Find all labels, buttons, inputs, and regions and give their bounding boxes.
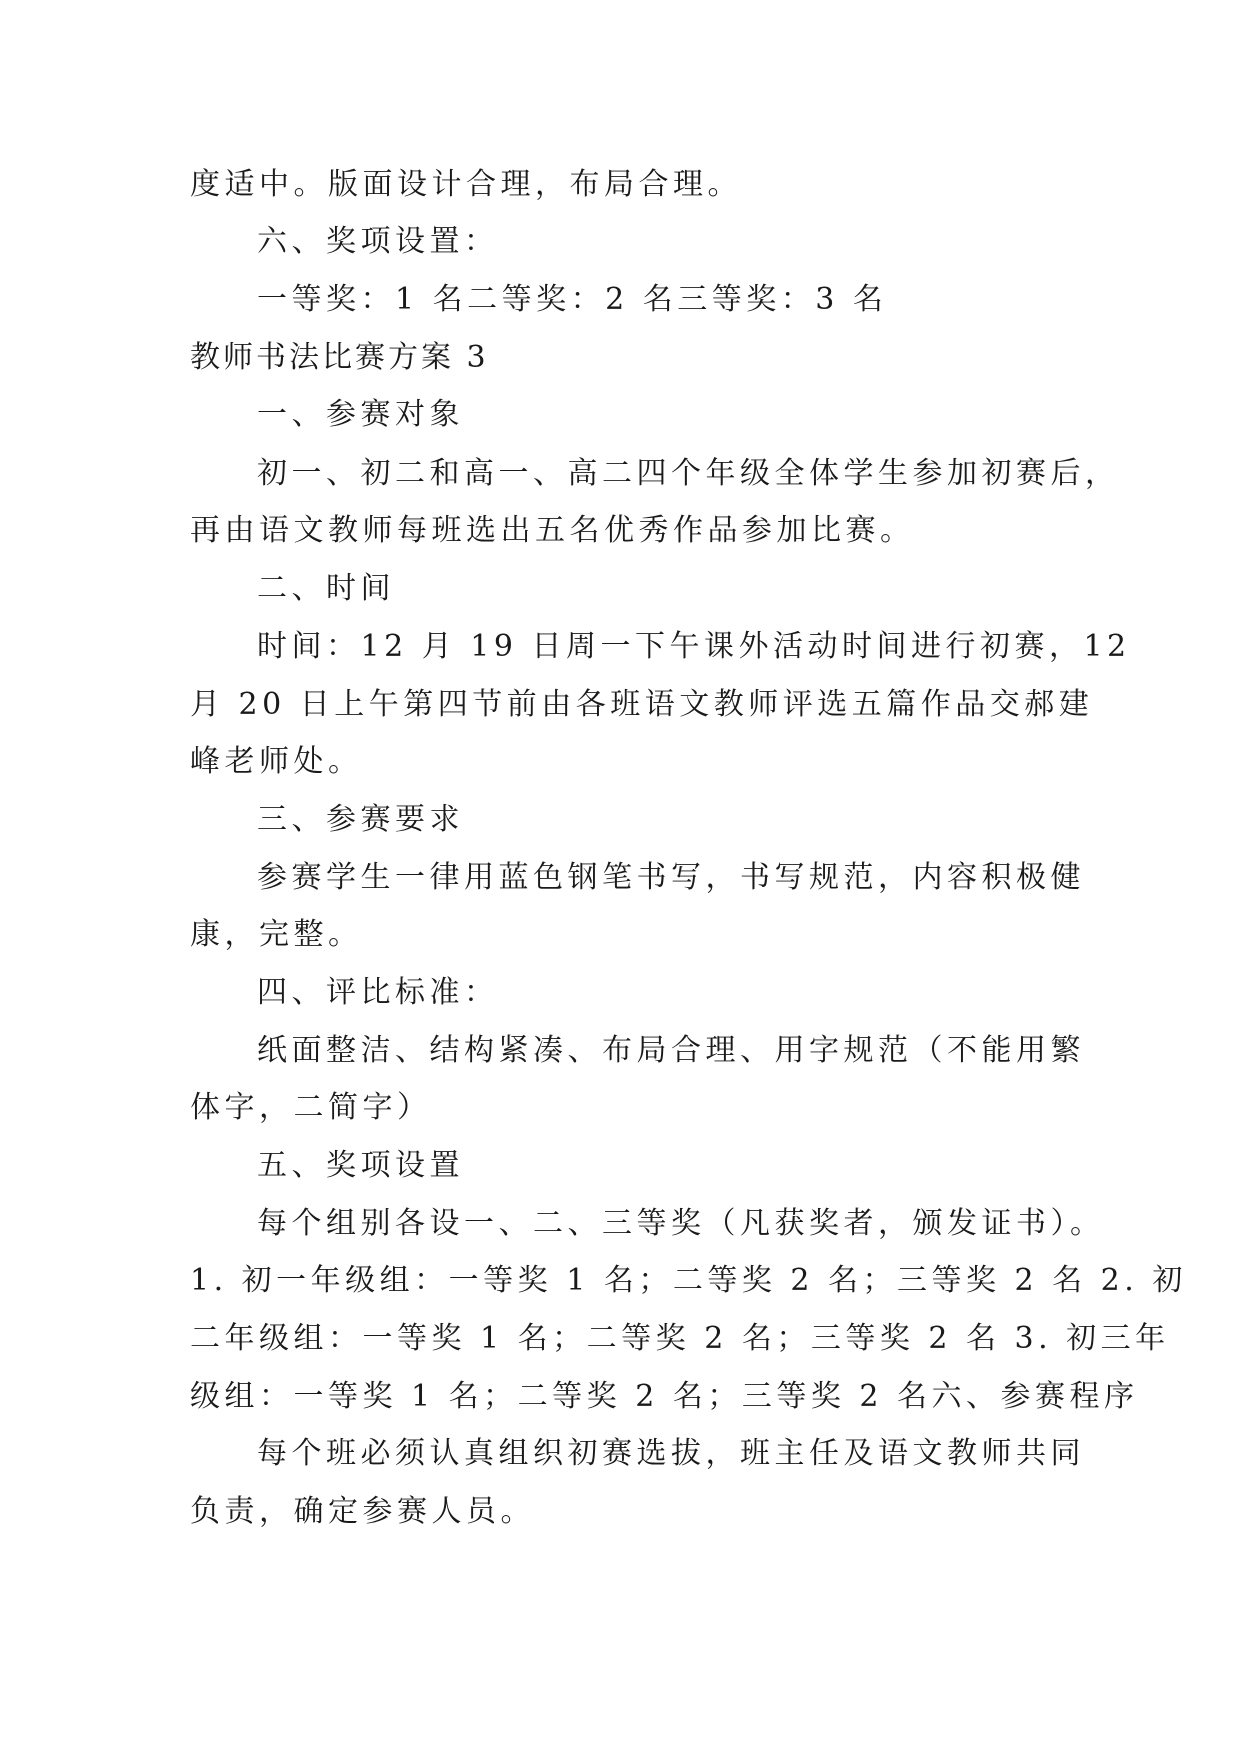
- paragraph-line: 1. 初一年级组：一等奖 1 名；二等奖 2 名；三等奖 2 名 2. 初: [190, 1263, 1187, 1298]
- paragraph-line: 一等奖：1 名二等奖：2 名三等奖：3 名: [257, 282, 888, 317]
- paragraph-line: 每个班必须认真组织初赛选拔，班主任及语文教师共同: [257, 1436, 1085, 1471]
- section-heading: 五、奖项设置: [257, 1148, 464, 1183]
- paragraph-line: 时间：12 月 19 日周一下午课外活动时间进行初赛，12: [257, 629, 1131, 664]
- paragraph-line: 度适中。版面设计合理，布局合理。: [190, 167, 742, 202]
- document-title: 教师书法比赛方案 3: [190, 340, 489, 375]
- paragraph-line: 级组：一等奖 1 名；二等奖 2 名；三等奖 2 名六、参赛程序: [190, 1379, 1139, 1414]
- paragraph-line: 每个组别各设一、二、三等奖（凡获奖者，颁发证书）。: [257, 1206, 1105, 1241]
- paragraph-line: 体字，二简字）: [190, 1090, 432, 1125]
- paragraph-line: 初一、初二和高一、高二四个年级全体学生参加初赛后，: [257, 456, 1120, 491]
- section-heading: 六、奖项设置：: [257, 224, 499, 259]
- section-heading: 一、参赛对象: [257, 397, 464, 432]
- paragraph-line: 参赛学生一律用蓝色钢笔书写，书写规范，内容积极健: [257, 860, 1085, 895]
- section-heading: 三、参赛要求: [257, 802, 464, 837]
- paragraph-line: 纸面整洁、结构紧凑、布局合理、用字规范（不能用繁: [257, 1033, 1085, 1068]
- paragraph-line: 二年级组：一等奖 1 名；二等奖 2 名；三等奖 2 名 3. 初三年: [190, 1321, 1170, 1356]
- paragraph-line: 峰老师处。: [190, 744, 363, 779]
- paragraph-line: 负责，确定参赛人员。: [190, 1494, 535, 1529]
- paragraph-line: 康，完整。: [190, 917, 363, 952]
- section-heading: 二、时间: [257, 571, 395, 606]
- section-heading: 四、评比标准：: [257, 975, 499, 1010]
- paragraph-line: 月 20 日上午第四节前由各班语文教师评选五篇作品交郝建: [190, 687, 1094, 722]
- paragraph-line: 再由语文教师每班选出五名优秀作品参加比赛。: [190, 513, 915, 548]
